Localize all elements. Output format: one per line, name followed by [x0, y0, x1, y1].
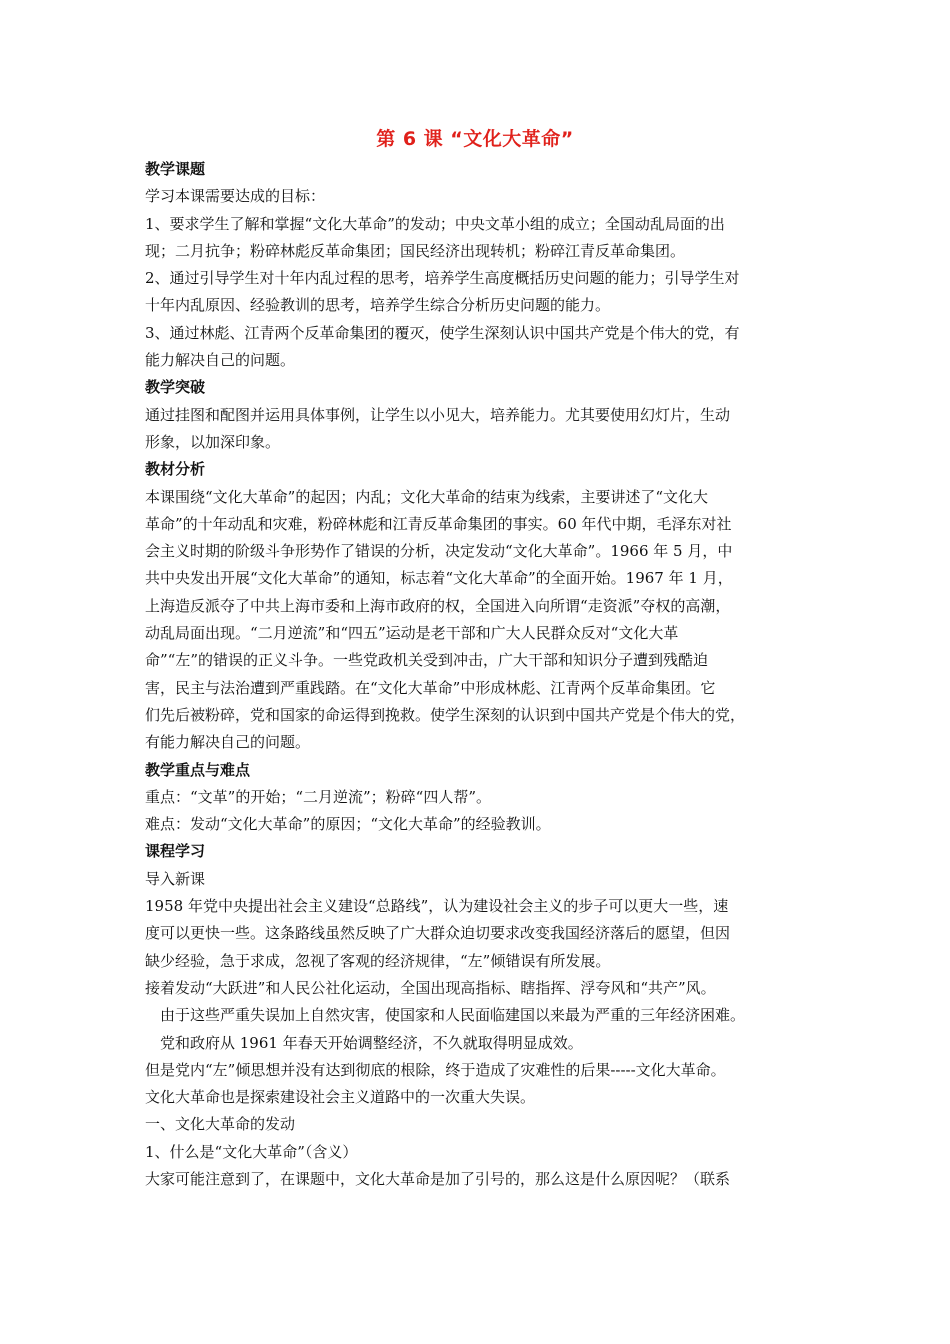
text-line: 学习本课需要达成的目标： — [145, 187, 326, 206]
section-heading: 课程学习 — [145, 842, 206, 861]
document-title: 第 6 课 “文化大革命” — [376, 128, 574, 150]
document-body — [145, 156, 815, 1193]
text-line: 们先后被粉碎，党和国家的命运得到挽救。使学生深刻的认识到中国共产党是个伟大的党， — [145, 705, 746, 724]
text-line: 通过挂图和配图并运用具体事例，让学生以小见大，培养能力。尤其要使用幻灯片，生动 — [145, 405, 731, 424]
text-line: 害，民主与法治遭到严重践踏。在“文化大革命”中形成林彪、江青两个反革命集团。它 — [145, 678, 716, 697]
text-line: 1958 年党中央提出社会主义建设“总路线”，认为建设社会主义的步子可以更大一些，速 — [145, 897, 729, 916]
text-line: 共中央发出开展“文化大革命”的通知，标志着“文化大革命”的全面开始。1967 年 1 月， — [145, 569, 733, 588]
text-line: 命”“左”的错误的正义斗争。一些党政机关受到冲击，广大干部和知识分子遭到残酷迫 — [145, 651, 709, 670]
text-line: 能力解决自己的问题。 — [145, 351, 296, 370]
text-line: 现；二月抗争；粉碎林彪反革命集团；国民经济出现转机；粉碎江青反革命集团。 — [145, 241, 686, 260]
text-line: 接着发动“大跃进”和人民公社化运动，全国出现高指标、瞎指挥、浮夸风和“共产”风。 — [145, 978, 716, 997]
text-line: 1、要求学生了解和掌握“文化大革命”的发动；中央文革小组的成立；全国动乱局面的出 — [145, 214, 725, 233]
text-line: 形象，以加深印象。 — [145, 432, 281, 451]
text-line: 有能力解决自己的问题。 — [145, 733, 311, 752]
text-line: 本课围绕“文化大革命”的起因；内乱；文化大革命的结束为线索，主要讲述了“文化大 — [145, 487, 709, 506]
text-line: 2、通过引导学生对十年内乱过程的思考，培养学生高度概括历史问题的能力；引导学生对 — [145, 269, 740, 288]
text-line: 一、文化大革命的发动 — [145, 1115, 296, 1134]
section-heading: 教学重点与难点 — [145, 760, 251, 779]
text-line: 难点：发动“文化大革命”的原因；“文化大革命”的经验教训。 — [145, 815, 551, 834]
section-heading: 教材分析 — [145, 460, 206, 479]
text-line: 文化大革命也是探索建设社会主义道路中的一次重大失误。 — [145, 1088, 536, 1107]
text-line: 但是党内“左”倾思想并没有达到彻底的根除，终于造成了灾难性的后果-----文化大革命。 — [145, 1060, 726, 1079]
text-line: 革命”的十年动乱和灾难，粉碎林彪和江青反革命集团的事实。60 年代中期，毛泽东对社 — [145, 514, 732, 533]
text-line: 度可以更快一些。这条路线虽然反映了广大群众迫切要求改变我国经济落后的愿望，但因 — [145, 924, 731, 943]
section-heading: 教学课题 — [145, 160, 206, 178]
text-line: 动乱局面出现。“二月逆流”和“四五”运动是老干部和广大人民群众反对“文化大革 — [145, 624, 679, 643]
section-heading: 教学突破 — [145, 378, 206, 397]
text-line: 会主义时期的阶级斗争形势作了错误的分析，决定发动“文化大革命”。1966 年 5 月，中 — [145, 542, 733, 561]
text-line: 3、通过林彪、江青两个反革命集团的覆灭，使学生深刻认识中国共产党是个伟大的党，有 — [145, 323, 740, 342]
text-line: 十年内乱原因、经验教训的思考，培养学生综合分析历史问题的能力。 — [145, 296, 611, 315]
text-line: 导入新课 — [145, 869, 206, 888]
text-line: 大家可能注意到了，在课题中，文化大革命是加了引号的，那么这是什么原因呢？（联系 — [145, 1169, 731, 1188]
text-line: 党和政府从 1961 年春天开始调整经济，不久就取得明显成效。 — [160, 1033, 583, 1052]
text-line: 重点：“文革”的开始；“二月逆流”；粉碎“四人帮”。 — [145, 787, 492, 806]
text-line: 缺少经验，急于求成，忽视了客观的经济规律，“左”倾错误有所发展。 — [145, 951, 611, 970]
text-line: 由于这些严重失误加上自然灾害，使国家和人民面临建国以来最为严重的三年经济困难。 — [160, 1006, 746, 1025]
text-line: 1、什么是“文化大革命”（含义） — [145, 1142, 358, 1161]
text-line: 上海造反派夺了中共上海市委和上海市政府的权，全国进入向所谓“走资派”夺权的高潮， — [145, 596, 731, 615]
